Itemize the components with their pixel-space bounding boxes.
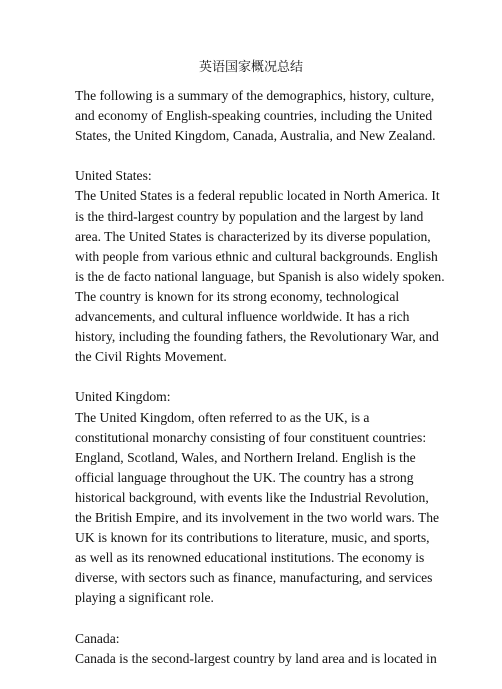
paragraph-line: area. The United States is characterized by its diverse population, xyxy=(75,228,431,244)
paragraph-line: constitutional monarchy consisting of four constituent countries: xyxy=(75,429,427,445)
paragraph-line: with people from various ethnic and cultural backgrounds. English xyxy=(75,248,438,264)
document-body xyxy=(75,86,445,689)
intro-paragraph xyxy=(75,86,436,146)
paragraph-line: official language throughout the UK. The country has a strong xyxy=(75,469,414,485)
paragraph-line: The United States is a federal republic located in North America. It xyxy=(75,188,440,204)
paragraph-line: as well as its renowned educational institutions. The economy is xyxy=(75,550,425,566)
paragraph-line: diverse, with sectors such as finance, manufacturing, and services xyxy=(75,570,433,586)
section-heading: Canada: xyxy=(75,630,120,646)
section-heading: United States: xyxy=(75,168,152,184)
paragraph-line: history, including the founding fathers, the Revolutionary War, and xyxy=(75,329,439,345)
intro-line: The following is a summary of the demographics, history, culture, xyxy=(75,88,435,103)
paragraph-line: England, Scotland, Wales, and Northern Ireland. English is the xyxy=(75,449,416,465)
paragraph-line: advancements, and cultural influence worldwide. It has a rich xyxy=(75,309,410,325)
paragraph-line: Canada is the second-largest country by land area and is located in xyxy=(75,650,437,666)
paragraph-line: is the de facto national language, but Spanish is also widely spoken. xyxy=(75,268,445,284)
section-united-states xyxy=(75,166,445,367)
paragraph-line: UK is known for its contributions to literature, music, and sports, xyxy=(75,530,430,546)
section-heading: United Kingdom: xyxy=(75,389,171,405)
paragraph-line: playing a significant role. xyxy=(75,590,214,606)
paragraph-line: the British Empire, and its involvement in the two world wars. The xyxy=(75,509,440,525)
document-title: 英语国家概况总结 xyxy=(198,60,303,75)
intro-line: States, the United Kingdom, Canada, Australia, and New Zealand. xyxy=(75,128,436,144)
paragraph-line: The United Kingdom, often referred to as the UK, is a xyxy=(75,409,370,425)
section-united-kingdom xyxy=(75,387,440,608)
paragraph-line: historical background, with events like the Industrial Revolution, xyxy=(75,489,429,505)
intro-line: and economy of English-speaking countries, including the United xyxy=(75,108,433,124)
paragraph-line: The country is known for its strong economy, technological xyxy=(75,288,400,304)
paragraph-line: is the third-largest country by population and the largest by land xyxy=(75,208,424,224)
paragraph-line: the Civil Rights Movement. xyxy=(75,349,227,365)
